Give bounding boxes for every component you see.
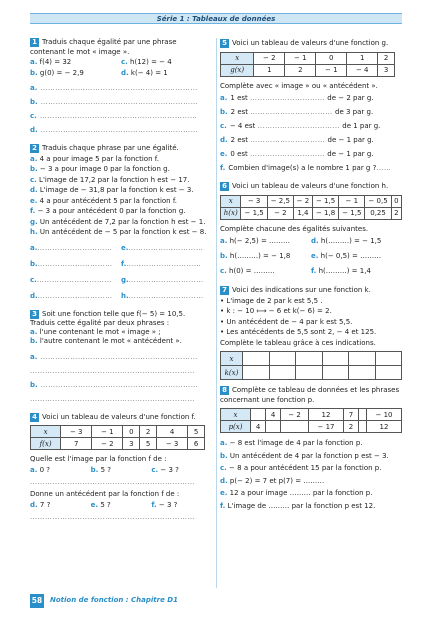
item-label: a. [220,237,228,245]
instruction: Complète le tableau grâce à ces indications. [220,338,376,347]
item-text[interactable]: h(………) = 1,4 [318,267,371,275]
table-cell: − 3 [61,426,92,438]
answer-label: d. [30,126,38,134]
item-label: e. [311,252,319,260]
item-label: a. [30,58,38,66]
item-label: d. [220,476,228,485]
answer-label: b. [30,259,38,268]
table-cell[interactable] [243,366,270,380]
answer-label: a. [30,84,38,92]
table-header: k(x) [221,366,243,380]
exercise-number: 2 [30,144,39,153]
table-cell: − 1 [316,64,347,76]
table-cell[interactable]: 4 [251,421,266,433]
table-cell[interactable]: − 2 [281,409,309,421]
table-cell: − 2 [92,438,123,450]
item-text: Combien d'image(s) a le nombre 1 par g ? [228,164,377,172]
values-table-h [220,195,402,220]
answer-field[interactable]: ………………………… [37,243,113,252]
item-text[interactable]: L'image de ……… par la fonction p est 12. [227,501,376,510]
item-row [30,57,212,68]
table-header: p(x) [221,421,251,433]
table-cell[interactable] [359,421,367,433]
table-cell: − 4 [347,64,378,76]
item-text: 1 est [230,94,248,102]
item-text[interactable]: h(………) = − 1,8 [229,252,291,260]
item-label: b. [30,336,38,345]
table-cell: − 3 [157,438,188,450]
table-header: x [221,352,243,366]
page-number: 58 [30,594,44,608]
item-text: Un antécédent de 7,2 par la fonction h est − 1. [39,217,206,226]
item-label: d. [30,500,38,509]
exercise-title: Voici des indications sur une fonction k. [232,286,371,294]
exercise-title: Voici un tableau de valeurs d'une fonction f. [42,412,196,421]
bullet-text: Un antécédent de − 4 par k est 5,5. [226,317,353,326]
item-text: 2 est [230,136,249,144]
answer-label: b. [30,98,38,106]
table-header: f(x) [31,438,61,450]
item-text[interactable]: 12 a pour image ……… par la fonction p. [229,489,373,497]
exercise-number: 5 [220,39,229,48]
item-label: a. [220,439,228,447]
table-cell: 5 [140,438,157,450]
table-cell: − 1,5 [241,207,267,219]
table-cell: 0 [391,195,401,207]
item-text: l'une contenant le mot « image » ; [39,327,161,336]
answer-field[interactable]: ………………………… [250,94,326,102]
item-text: l'autre contenant le mot « antécédent ». [39,336,182,345]
item-text: de − 1 par g. [327,150,374,158]
table-cell: 2 [378,52,395,64]
item-text: − 3 a pour antécédent 0 par la fonction g. [37,207,186,215]
item-text: k(− 4) = 1 [130,68,168,77]
question-text: Donne un antécédent par la fonction f de : [30,490,180,498]
table-header: x [221,409,251,421]
table-cell: 2 [391,207,401,219]
item-label: d. [30,186,38,194]
item-text[interactable]: h(− 0,5) = ……… [320,252,382,260]
table-cell: 0 [316,52,347,64]
exercise-3 [30,310,212,406]
table-cell[interactable] [269,366,296,380]
answer-field[interactable]: ………………………………………………………… [30,478,195,486]
item-label: f. [151,500,157,509]
table-header: x [221,52,254,64]
answer-label: c. [30,275,37,284]
exercise-8 [220,386,402,512]
values-table-p [220,408,402,433]
table-header: x [31,426,61,438]
table-cell: − 2,5 [267,195,293,207]
exercise-text: Soit une fonction telle que f(− 5) = 10,5. [42,309,186,318]
item-label: f. [220,501,226,510]
answer-field[interactable]: ………………………… [250,136,326,144]
values-table-k [220,351,402,380]
table-cell: 0,25 [365,207,391,219]
answer-label: g. [121,275,129,284]
item-text: g(0) = − 2,9 [39,68,84,77]
table-cell[interactable] [243,352,270,366]
instruction: Complète avec « image » ou « antécédent ». [220,81,378,90]
answer-field[interactable]: …………………………… [257,122,341,130]
item-label: d. [311,237,319,245]
table-cell: 2 [140,426,157,438]
table-cell[interactable]: − 17 [309,421,344,433]
answer-label: h. [121,291,129,300]
table-cell[interactable] [281,421,309,433]
item-label: b. [30,165,38,173]
item-text: 0 est [230,150,248,158]
page-header: Série 1 : Tableaux de données [30,13,402,24]
table-cell: − 1 [339,195,365,207]
exercise-number: 1 [30,38,39,47]
item-text: de 3 par g. [335,108,374,116]
table-cell[interactable] [266,421,281,433]
table-cell[interactable]: − 10 [366,409,401,421]
answer-label: d. [30,291,38,300]
exercise-7: 7 Voici des indications sur une fonction k. • L'image de 2 par k est 5,5 . • k : − 10 ⟼ − 6 et k(− 6) = 2. • Un antécédent de − 4 par k est 5,5. • Les antécédents de 5,5 sont 2, − 4 et 125. Complète le tableau grâce à ces indications. x k(x) [220,285,402,380]
exercise-text: Traduis cette égalité par deux phrases : [30,318,170,327]
item-text: h(12) = − 4 [130,58,172,66]
item-text: 2 est [230,108,249,116]
exercise-number: 7 [220,286,229,295]
answer-field[interactable]: ……………………………………………………… [39,112,198,120]
answer-field[interactable]: ………………………… [128,291,204,300]
table-cell: − 3 [241,195,267,207]
item-label: b. [30,68,38,77]
answer-field[interactable]: ………………………………………………………… [30,366,195,375]
item-label: b. [220,108,228,116]
exercise-1 [30,38,212,137]
table-cell: − 1 [92,426,123,438]
exercise-number: 6 [220,182,229,191]
answer-field[interactable]: ………………………… [36,275,112,284]
item-label: a. [30,465,38,474]
exercise-title: Voici un tableau de valeurs d'une fonction g. [232,39,389,47]
item-label: f. [311,267,317,275]
answer-field[interactable]: ………………………… [37,291,113,300]
exercise-number: 4 [30,413,39,422]
item-label: b. [220,451,228,460]
exercise-number: 3 [30,310,39,319]
answer-label: f. [121,259,127,268]
item-label: g. [30,217,38,226]
exercise-title: Traduis chaque phrase par une égalité. [42,144,179,152]
answer-field[interactable]: ………………………… [126,259,202,268]
item-text: 7 ? [39,500,51,509]
answer-field[interactable]: ……………………………………………………… [40,98,199,106]
right-column [220,38,402,518]
item-label: a. [220,94,228,102]
page-footer [30,594,230,608]
answer-field[interactable]: ………………………………………………………… [30,513,195,521]
item-label: a. [30,154,38,163]
item-text: − 4 est [229,122,256,130]
table-cell: 3 [378,64,395,76]
item-text: Un antécédent de 4 par la fonction p est − 3. [229,451,389,460]
table-cell: 1 [254,64,285,76]
item-text: − 8 a pour antécédent 15 par la fonction p. [229,464,382,472]
table-cell[interactable] [322,352,349,366]
item-text: − 3 ? [160,465,179,474]
item-text: 5 ? [100,465,111,474]
item-label: c. [151,465,159,474]
item-label: f. [220,164,226,172]
item-label: b. [220,252,228,260]
table-cell[interactable] [349,352,376,366]
exercise-number: 8 [220,386,229,395]
exercise-6 [220,181,402,279]
answer-field[interactable]: …… [376,164,392,172]
answer-field[interactable]: ………………………… [37,259,113,268]
answer-field[interactable]: ……………………………………………………… [40,126,199,134]
exercise-2 [30,143,212,304]
table-cell[interactable]: 7 [343,409,358,421]
answer-field[interactable]: ………………………… [128,243,204,252]
column-separator [216,38,217,588]
table-cell: − 1,5 [339,207,365,219]
item-text: de − 1 par g. [327,136,374,144]
table-cell[interactable] [296,366,323,380]
answer-label: a. [30,243,38,252]
table-cell[interactable] [375,352,402,366]
table-cell[interactable]: 2 [343,421,358,433]
table-cell[interactable] [251,409,266,421]
table-cell[interactable] [322,366,349,380]
footer-text: Notion de fonction : Chapitre D1 [50,596,178,604]
item-label: e. [220,150,228,158]
item-label: c. [220,267,227,275]
answer-field[interactable]: ………………………………………………………… [30,394,195,403]
answer-field[interactable]: …………………………… [250,108,333,116]
values-table-f [30,425,205,450]
item-label: h. [30,228,38,236]
item-label: c. [30,175,37,184]
table-cell: − 2 [267,207,293,219]
table-cell: 7 [61,438,92,450]
table-cell: − 2 [254,52,285,64]
table-cell: − 0,5 [365,195,391,207]
item-label: c. [220,464,227,472]
item-text[interactable]: p(− 2) = 7 et p(7) = ……… [229,476,325,485]
exercise-4 [30,412,212,525]
item-text: f(4) = 32 [39,58,72,66]
answer-label: b. [30,380,38,389]
answer-label: e. [121,243,129,252]
item-text: − 3 a pour image 0 par la fonction g. [39,165,170,173]
item-label: e. [30,196,38,205]
bullet-text: Les antécédents de 5,5 sont 2, − 4 et 125. [226,328,377,336]
item-label: d. [121,68,129,77]
table-cell: 5 [188,426,205,438]
answer-label: a. [30,352,38,361]
table-header: h(x) [221,207,241,219]
item-label: a. [30,327,38,336]
item-text: de − 2 par g. [327,94,374,102]
answer-field[interactable]: ……………………………………………………… [40,352,198,361]
table-cell: − 1 [285,52,316,64]
item-text: de 1 par g. [342,122,381,130]
item-label: c. [220,122,227,130]
table-header: g(x) [221,64,254,76]
item-label: c. [121,58,128,66]
table-cell[interactable] [296,352,323,366]
answer-field[interactable]: ……………………………………………………… [40,84,198,92]
table-cell: − 2 [293,195,312,207]
item-label: d. [220,136,228,144]
question-text: Quelle est l'image par la fonction f de : [30,455,167,463]
item-text: Un antécédent de − 5 par la fonction k est − 8. [39,228,207,236]
item-text[interactable]: h(− 2,5) = ……… [229,237,291,245]
item-label: b. [90,465,99,474]
table-cell[interactable]: 12 [309,409,344,421]
table-cell: 3 [123,438,140,450]
table-cell[interactable] [375,366,402,380]
table-cell[interactable] [269,352,296,366]
table-cell[interactable] [349,366,376,380]
table-cell: 6 [188,438,205,450]
item-label: e. [90,500,99,509]
item-text: − 3 ? [158,500,178,509]
exercise-title: Complète ce tableau de données et les phrases concernant une fonction p. [220,386,400,404]
exercise-title: Traduis chaque égalité par une phrase contenant le mot « image ». [30,38,177,56]
answer-field[interactable]: ………………………… [250,150,326,158]
item-text[interactable]: h(………) = − 1,5 [320,237,382,245]
table-cell: 0 [123,426,140,438]
answer-label: c. [30,112,37,120]
item-text: L'image de 17,2 par la fonction h est − 17. [39,175,190,184]
item-text[interactable]: h(0) = ……… [229,267,275,275]
table-cell: − 1,5 [312,195,338,207]
table-cell[interactable]: 12 [366,421,401,433]
exercise-title: Voici un tableau de valeurs d'une fonction h. [232,182,389,190]
instruction: Complète chacune des égalités suivantes. [220,224,369,233]
bullet-text: k : − 10 ⟼ − 6 et k(− 6) = 2. [226,307,332,315]
left-column [30,38,212,530]
answer-field[interactable]: ……………………………………………………… [40,380,199,389]
table-cell[interactable]: 4 [266,409,281,421]
table-cell: 1 [347,52,378,64]
table-cell: 2 [285,64,316,76]
values-table-g [220,52,395,77]
bullet-text: L'image de 2 par k est 5,5 . [226,296,323,305]
item-text: L'image de − 31,8 par la fonction k est − 3. [39,186,194,194]
item-label: e. [220,489,228,497]
table-header: x [221,195,241,207]
item-text: 5 ? [100,500,111,509]
table-cell: − 1,8 [312,207,338,219]
item-text: 0 ? [39,465,51,474]
answer-field[interactable]: ………………………… [128,275,204,284]
item-text: − 8 est l'image de 4 par la fonction p. [229,439,363,447]
exercise-5 [220,38,402,175]
item-row [30,68,212,79]
table-cell: 1,4 [293,207,312,219]
item-text: 4 a pour image 5 par la fonction f. [39,154,159,163]
table-cell: 4 [157,426,188,438]
item-label: f. [30,207,36,215]
table-cell[interactable] [359,409,367,421]
item-text: 4 a pour antécédent 5 par la fonction f. [39,196,178,205]
